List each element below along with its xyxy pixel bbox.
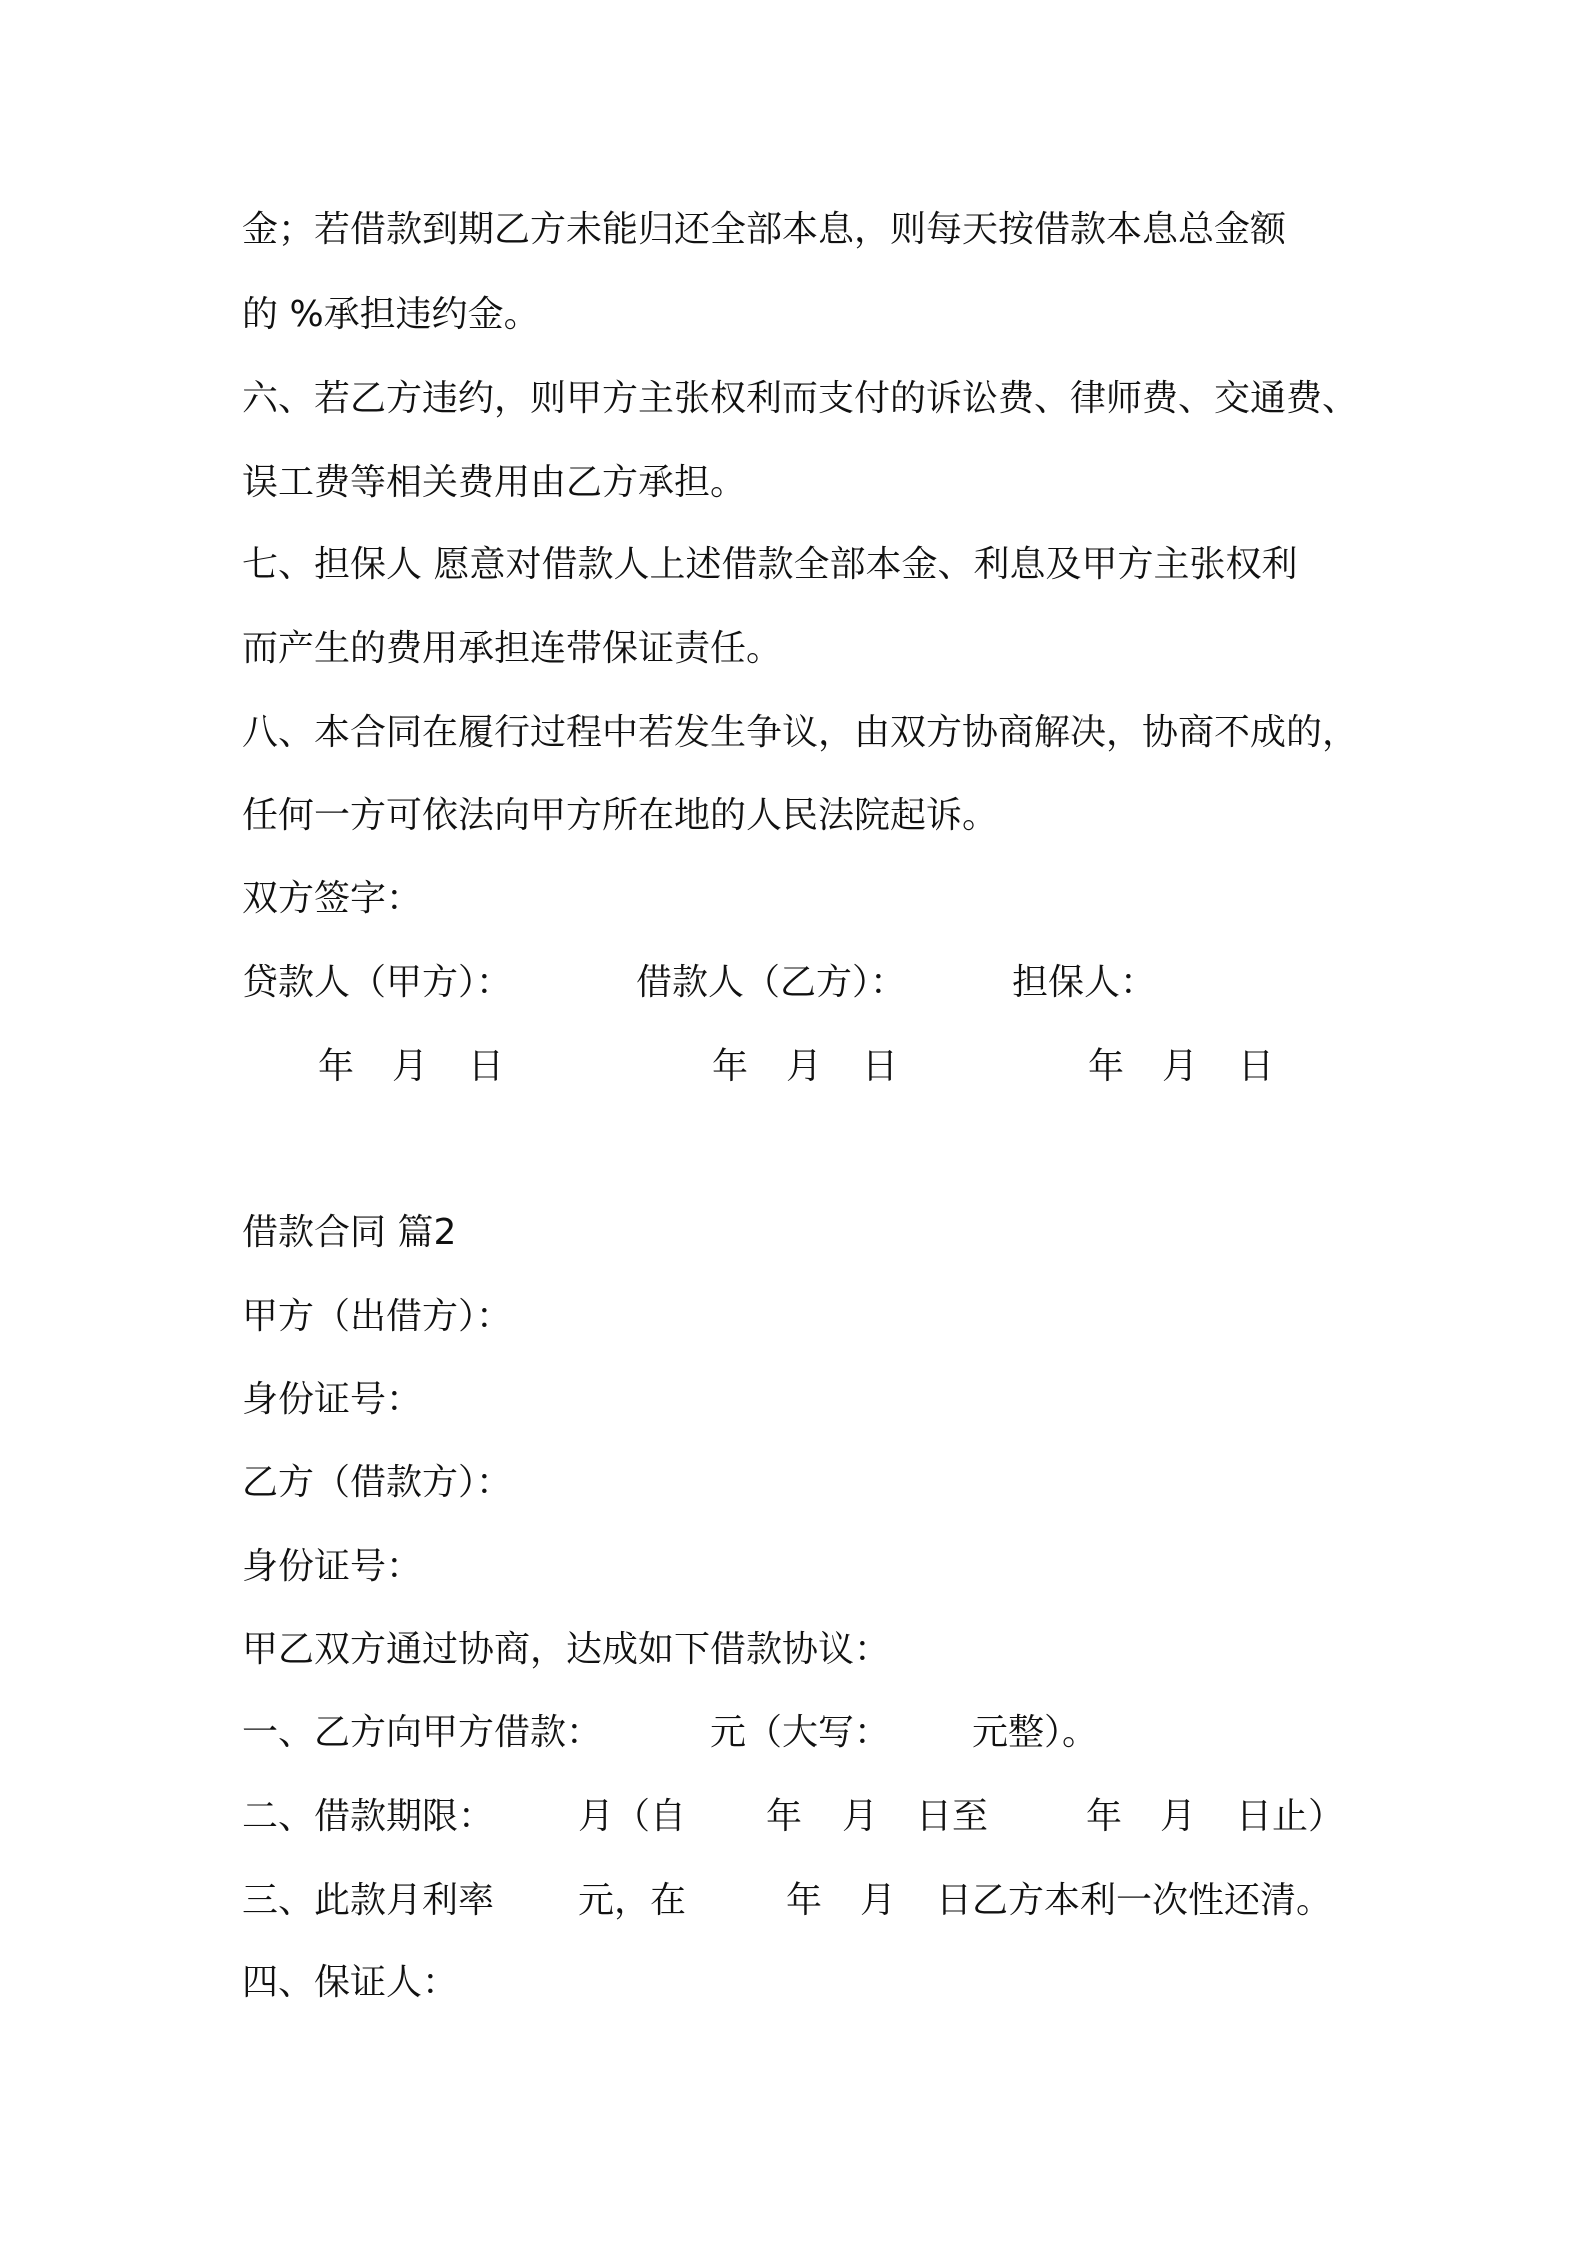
- clause-seven-line: 七、担保人 愿意对借款人上述借款全部本金、利息及甲方主张权利: [242, 544, 1298, 585]
- party-b-label: 乙方（借款方）：: [242, 1462, 513, 1503]
- clause-one-amount: 元（大写：: [710, 1712, 891, 1753]
- guarantor-label: 担保人：: [1012, 962, 1157, 1003]
- clause-three-repay: 日乙方本利一次性还清。: [936, 1880, 1333, 1921]
- party-b-id-label: 身份证号：: [242, 1546, 423, 1587]
- clause-seven-line: 而产生的费用承担连带保证责任。: [242, 628, 783, 669]
- borrower-label: 借款人（乙方）：: [636, 962, 907, 1003]
- date-month: 月: [392, 1046, 429, 1087]
- clause-two-end-day: 日止）: [1236, 1796, 1345, 1837]
- party-a-label: 甲方（出借方）：: [242, 1296, 513, 1337]
- date-day: 日: [468, 1046, 505, 1087]
- clause-six-line: 六、若乙方违约，则甲方主张权利而支付的诉讼费、律师费、交通费、: [242, 378, 1359, 419]
- clause-two-start-month: 月: [842, 1796, 879, 1837]
- clause-one-label: 一、乙方向甲方借款：: [242, 1712, 603, 1753]
- clause-three-year: 年: [786, 1880, 823, 1921]
- paragraph-line: 的 %承担违约金。: [242, 294, 540, 335]
- clause-one-amount-words: 元整）。: [972, 1712, 1099, 1753]
- clause-eight-line: 任何一方可依法向甲方所在地的人民法院起诉。: [242, 795, 999, 836]
- clause-two-label: 二、借款期限：: [242, 1796, 495, 1837]
- clause-six-line: 误工费等相关费用由乙方承担。: [242, 462, 747, 503]
- lender-label: 贷款人（甲方）：: [242, 962, 513, 1003]
- date-year: 年: [712, 1046, 749, 1087]
- party-a-id-label: 身份证号：: [242, 1379, 423, 1420]
- date-year: 年: [318, 1046, 355, 1087]
- clause-three-month: 月: [860, 1880, 897, 1921]
- clause-two-months: 月（自: [578, 1796, 687, 1837]
- agreement-intro: 甲乙双方通过协商，达成如下借款协议：: [242, 1629, 891, 1670]
- paragraph-line: 金；若借款到期乙方未能归还全部本息，则每天按借款本息总金额: [242, 209, 1287, 250]
- date-month: 月: [1162, 1046, 1199, 1087]
- date-day: 日: [1238, 1046, 1275, 1087]
- clause-three-label: 三、此款月利率: [242, 1880, 495, 1921]
- clause-two-end-year: 年: [1086, 1796, 1123, 1837]
- clause-two-start-day: 日至: [916, 1796, 989, 1837]
- date-year: 年: [1088, 1046, 1125, 1087]
- sign-heading: 双方签字：: [242, 878, 423, 919]
- section-title: 借款合同 篇2: [242, 1212, 457, 1253]
- clause-two-start-year: 年: [766, 1796, 803, 1837]
- clause-four-label: 四、保证人：: [242, 1962, 459, 2003]
- date-day: 日: [862, 1046, 899, 1087]
- date-month: 月: [786, 1046, 823, 1087]
- clause-eight-line: 八、本合同在履行过程中若发生争议，由双方协商解决，协商不成的，: [242, 712, 1359, 753]
- clause-three-rate: 元，在: [578, 1880, 687, 1921]
- clause-two-end-month: 月: [1160, 1796, 1197, 1837]
